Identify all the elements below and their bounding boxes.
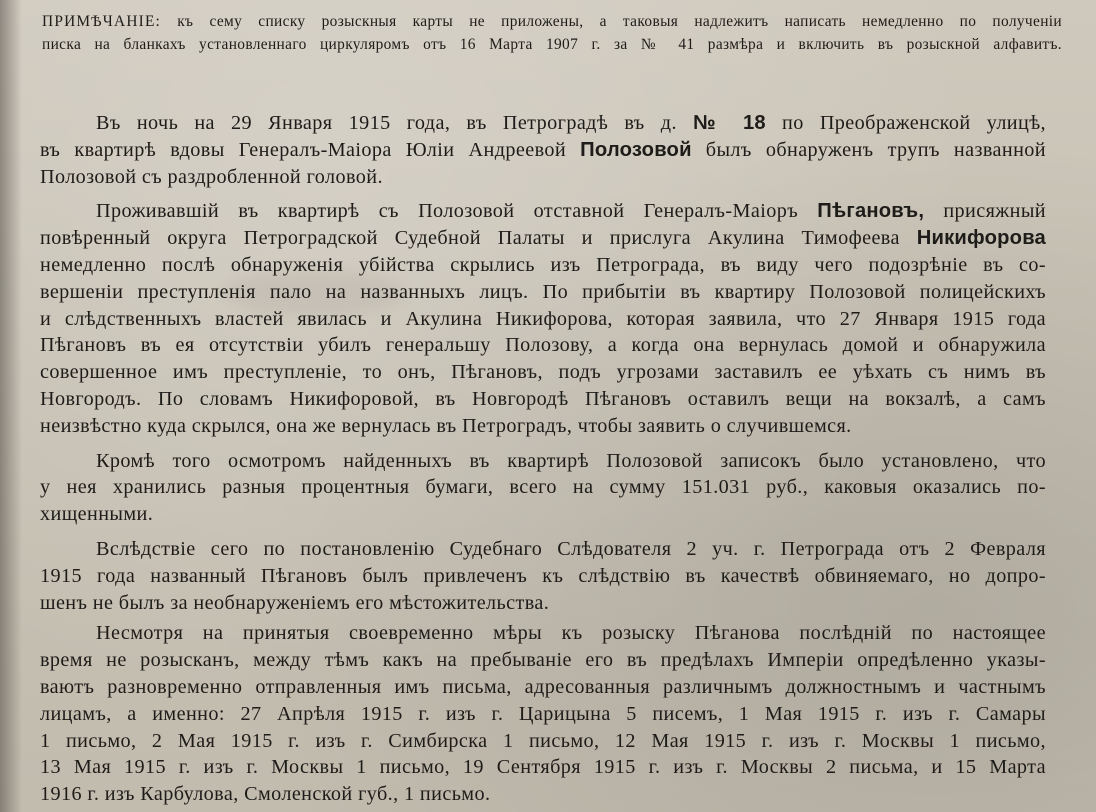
text-span: по Преображенской улицѣ, <box>781 112 1047 134</box>
text-span: присяжный <box>943 200 1046 223</box>
text-line: совершенное имъ преступленіе, то онъ, Пѣгановъ, подъ угрозами заставилъ ее уѣхать съ нимъ въ <box>40 361 1046 384</box>
text-line: ваютъ разновременно отправленныя имъ письма, адресованныя различнымъ должностнымъ и частнымъ <box>40 675 1046 698</box>
text-line <box>40 110 1046 137</box>
text-line: Кромѣ того осмотромъ найденныхъ въ квартирѣ Полозовой записокъ было установлено, что <box>96 449 1046 472</box>
text-line: лицамъ, а именно: 27 Апрѣля 1915 г. изъ г. Царицына 5 писемъ, 1 Мая 1915 г. изъ г. Самары <box>40 702 1046 725</box>
text-line: 1916 г. изъ Карбулова, Смоленской губ., 1 письмо. <box>40 783 491 806</box>
text-line: Полозовой съ раздробленной головой. <box>40 165 383 188</box>
text-span: Въ ночь на 29 Января 1915 года, въ Петроградѣ въ д. <box>96 112 677 134</box>
name-polozova: Полозовой <box>580 138 692 161</box>
paragraph-3 <box>40 448 1046 528</box>
text-span: повѣренный округа Петроградской Судебной Палаты и прислуга Акулина Тимофеева <box>40 227 900 250</box>
footnote-label: ПРИМѢЧАНІЕ: <box>42 13 162 30</box>
page-edge-shadow <box>0 0 22 812</box>
text-line: Новгородъ. По словамъ Никифоровой, въ Новгородѣ Пѣгановъ оставилъ вещи на вокзалѣ, а самъ <box>40 387 1046 410</box>
paragraph-1 <box>40 110 1046 190</box>
text-line <box>40 198 1046 225</box>
house-number: № 18 <box>693 112 766 134</box>
text-line: вершеніи преступленія пало на названныхъ лицъ. По прибытіи въ квартиру Полозовой полицейскихъ <box>40 280 1046 303</box>
footnote-text: къ сему списку розыскныя карты не приложены, а таковыя надлежитъ написать немедленно по полученіи <box>177 13 1062 30</box>
text-line: Несмотря на принятыя своевременно мѣры къ розыску Пѣганова послѣдній по настоящее <box>96 622 1046 645</box>
text-line: шенъ не былъ за необнаруженіемъ его мѣстожительства. <box>40 591 550 614</box>
text-line <box>40 225 1046 252</box>
footnote-line <box>42 10 1062 33</box>
text-line <box>40 137 1046 164</box>
text-line: 1 письмо, 2 Мая 1915 г. изъ г. Симбирска 1 письмо, 12 Мая 1915 г. изъ г. Москвы 1 письмо, <box>40 729 1046 752</box>
text-span: Проживавшій въ квартирѣ съ Полозовой отставной Генералъ-Маіоръ <box>96 200 799 223</box>
text-span: въ квартирѣ вдовы Генералъ-Маіора Юліи Андреевой <box>40 138 567 161</box>
paragraph-5 <box>40 620 1046 808</box>
document-body <box>40 110 1046 808</box>
text-line: время не розысканъ, между тѣмъ какъ на пребываніе его въ предѣлахъ Имперіи опредѣленно указы- <box>40 649 1046 672</box>
name-nikiforova: Никифорова <box>916 227 1046 250</box>
text-line: у нея хранились разныя процентныя бумаги, всего на сумму 151.031 руб., каковыя оказались по- <box>40 476 1046 499</box>
text-line: и слѣдственныхъ властей явилась и Акулина Никифорова, которая заявила, что 27 Января 1915 года <box>40 307 1046 330</box>
paragraph-4 <box>40 536 1046 616</box>
text-line: хищенными. <box>40 503 154 526</box>
text-line: Пѣгановъ въ ея отсутствіи убилъ генеральшу Полозову, а когда она вернулась домой и обнаружила <box>40 334 1046 357</box>
text-line: немедленно послѣ обнаруженія убійства скрылись изъ Петрограда, въ виду чего подозрѣніе въ со- <box>40 253 1046 276</box>
footnote-block <box>42 10 1062 56</box>
text-line: неизвѣстно куда скрылся, она же вернулась въ Петроградъ, чтобы заявить о случившемся. <box>40 414 852 437</box>
text-line: 1915 года названный Пѣгановъ былъ привлеченъ къ слѣдствію въ качествѣ обвиняемаго, но допро- <box>40 564 1046 587</box>
text-line: Вслѣдствіе сего по постановленію Судебнаго Слѣдователя 2 уч. г. Петрограда отъ 2 Февраля <box>96 537 1046 560</box>
paragraph-2 <box>40 198 1046 439</box>
footnote-text: писка на бланкахъ установленнаго циркуляромъ отъ 16 Марта 1907 г. за № 41 размѣра и включить въ розыскной алфавитъ. <box>42 36 1062 53</box>
footnote-line <box>42 33 1062 56</box>
name-peganov: Пѣгановъ, <box>817 200 925 223</box>
text-span: былъ обнаруженъ трупъ названной <box>705 138 1046 161</box>
text-line: 13 Мая 1915 г. изъ г. Москвы 1 письмо, 19 Сентября 1915 г. изъ г. Москвы 2 письма, и 15 Марта <box>40 756 1046 779</box>
